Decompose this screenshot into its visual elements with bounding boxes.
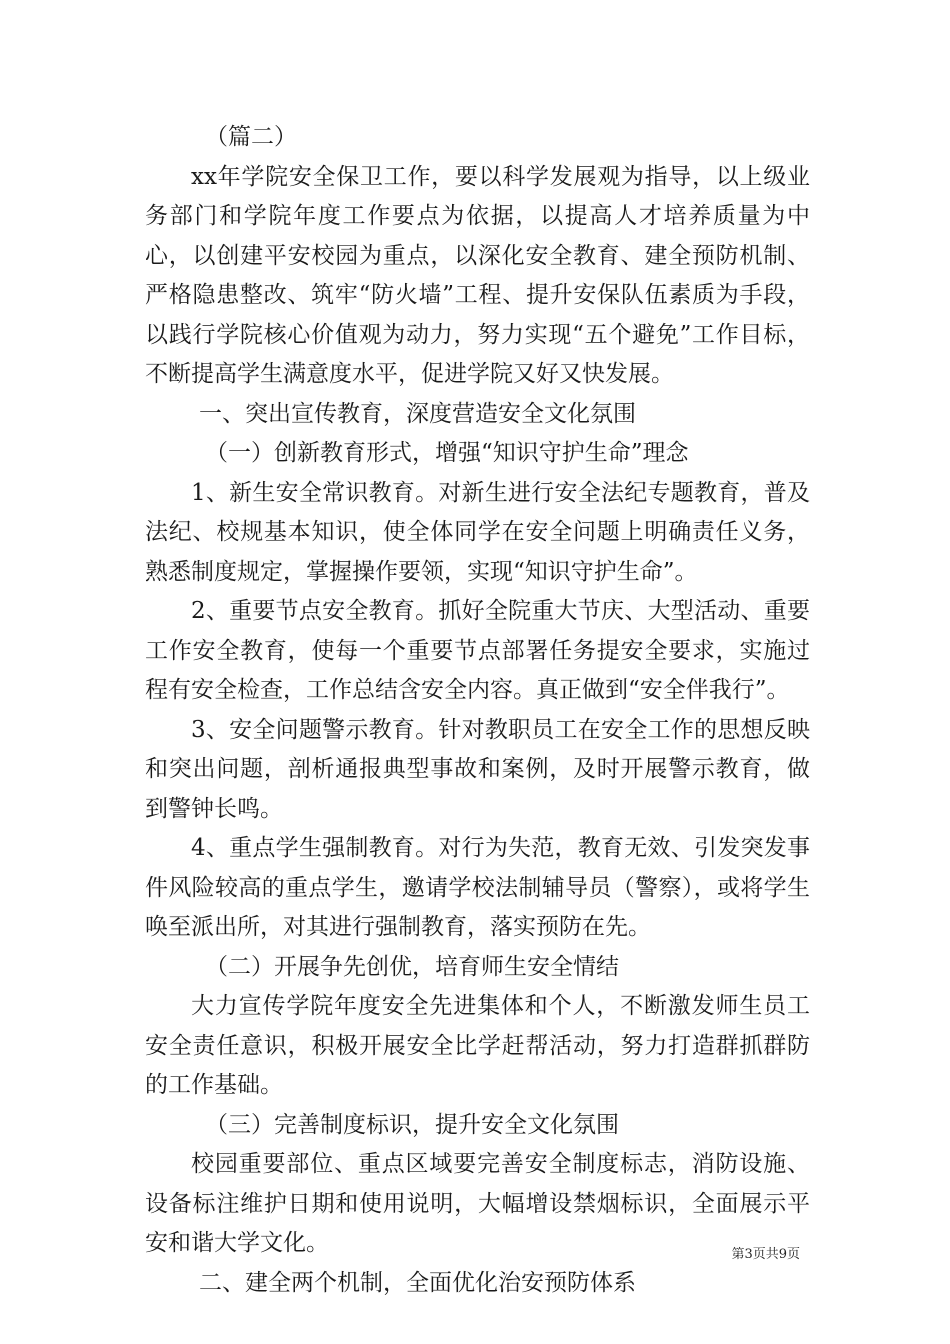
document-body (145, 118, 810, 1303)
paragraph-item-3: 3、安全问题警示教育。针对教职员工在安全工作的思想反映和突出问题，剖析通报典型事故和案例，及时开展警示教育，做到警钟长鸣。 (145, 716, 810, 822)
heading-2: 二、建全两个机制，全面优化治安预防体系 (199, 1269, 636, 1296)
subheading-1-1: （一）创新教育形式，增强“知识守护生命”理念 (205, 440, 689, 466)
subheading-1-2: （二）开展争先创优，培育师生安全情结 (205, 953, 619, 980)
paragraph-item-1: 1、新生安全常识教育。对新生进行安全法纪专题教育，普及法纪、校规基本知识，使全体同学在安全问题上明确责任义务，熟悉制度规定，掌握操作要领，实现“知识守护生命”。 (145, 479, 810, 585)
section-label: （篇二） (205, 124, 297, 150)
subheading-1-3: （三）完善制度标识，提升安全文化氛围 (205, 1111, 619, 1138)
paragraph-advanced-promotion: 大力宣传学院年度安全先进集体和个人，不断激发师生员工安全责任意识，积极开展安全比学赶帮活动，努力打造群抓群防的工作基础。 (145, 993, 810, 1098)
paragraph-item-4: 4、重点学生强制教育。对行为失范，教育无效、引发突发事件风险较高的重点学生，邀请学校法制辅导员（警察），或将学生唤至派出所，对其进行强制教育，落实预防在先。 (145, 835, 810, 940)
heading-1: 一、突出宣传教育，深度营造安全文化氛围 (199, 400, 636, 427)
intro-paragraph: xx年学院安全保卫工作，要以科学发展观为指导，以上级业务部门和学院年度工作要点为依据，以提高人才培养质量为中心，以创建平安校园为重点，以深化安全教育、建全预防机制、严格隐患整改、筑牢“防火墙”工程、提升安保队伍素质为手段，以践行学院核心价值观为动力，努力实现“五个避免”工作目标，不断提高学生满意度水平，促进学院又好又快发展。 (145, 163, 810, 387)
page-number: 第3页共9页 (731, 1247, 800, 1262)
paragraph-signage: 校园重要部位、重点区域要完善安全制度标志，消防设施、设备标注维护日期和使用说明，大幅增设禁烟标识，全面展示平安和谐大学文化。 (145, 1151, 810, 1256)
paragraph-item-2: 2、重要节点安全教育。抓好全院重大节庆、大型活动、重要工作安全教育，使每一个重要节点部署任务提安全要求，实施过程有安全检查，工作总结含安全内容。真正做到“安全伴我行”。 (145, 598, 810, 703)
